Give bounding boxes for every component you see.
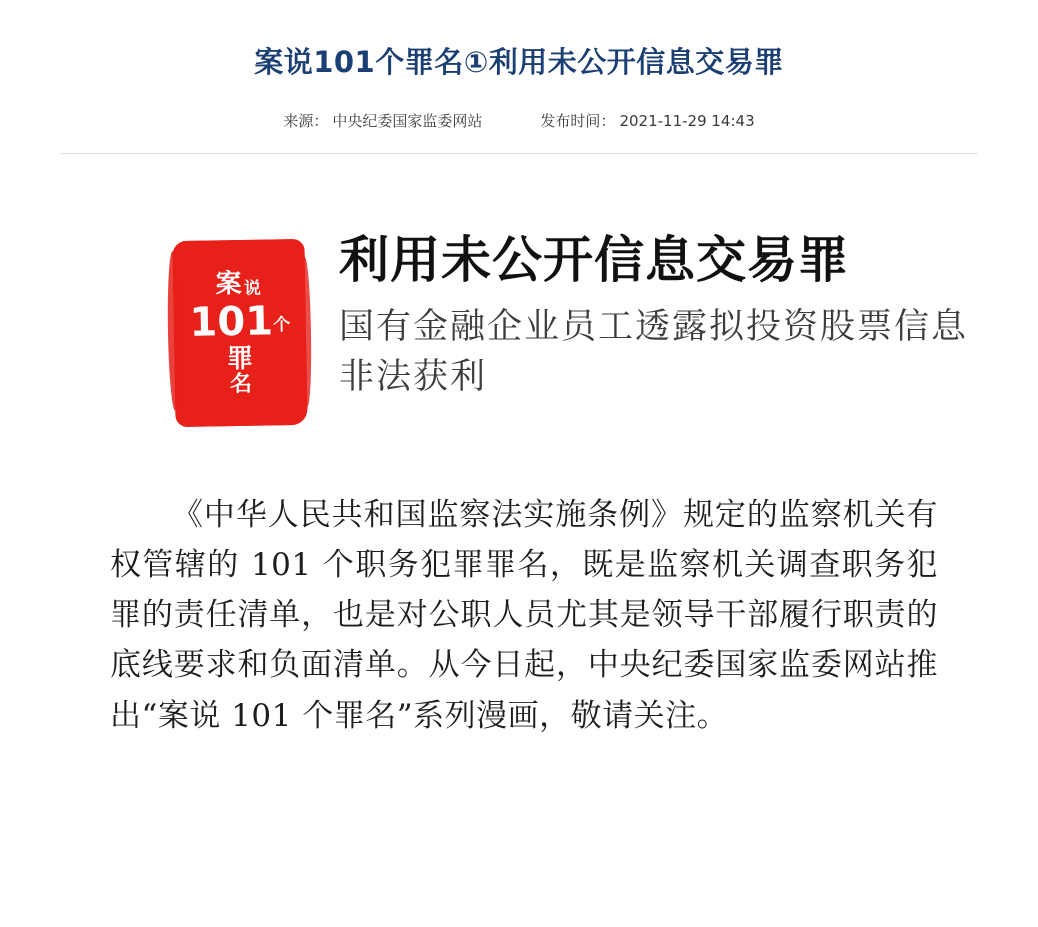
page-title: 案说101个罪名①利用未公开信息交易罪 [254, 45, 784, 79]
meta-publish-time [540, 110, 754, 131]
illustration-headline-block [339, 226, 978, 404]
seal-char-shuo: 说 [243, 277, 263, 299]
illustration-subheadline: 国有金融企业员工透露拟投资股票信息非法获利 [339, 306, 969, 398]
seal-stamp-wrapper [165, 240, 315, 426]
article-paragraph-1: 《中华人民共和国监察法实施条例》规定的监察机关有权管辖的 101 个职务犯罪罪名，既是监察机关调查职务犯罪的责任清单，也是对公职人员尤其是领导干部履行职责的底线要求和负面清单。从今日起，中央纪委国家监委网站推出“案说 101 个罪名”系列漫画，敬请关注。 [110, 496, 938, 734]
article-header [0, 0, 1038, 154]
header-divider [60, 153, 978, 154]
article-illustration [0, 226, 1038, 426]
meta-source [283, 110, 482, 131]
illustration-headline: 利用未公开信息交易罪 [339, 230, 849, 289]
seal-char-an: 案 [215, 268, 244, 299]
meta-publish-value: 2021-11-29 14:43 [619, 111, 755, 130]
seal-stamp-icon [172, 239, 307, 427]
meta-source-value: 中央纪委国家监委网站 [332, 111, 483, 130]
seal-line-1 [189, 269, 290, 298]
article-meta [60, 110, 978, 131]
meta-source-label: 来源： [283, 111, 329, 130]
article-body [0, 490, 1038, 741]
seal-char-ge: 个 [272, 314, 291, 335]
seal-number [189, 297, 291, 346]
seal-char-ming: 名 [229, 370, 253, 397]
meta-publish-label: 发布时间： [540, 111, 616, 130]
seal-stamp-text [189, 269, 292, 396]
seal-number-value: 101 [189, 297, 274, 346]
seal-char-zui: 罪 [226, 342, 255, 374]
